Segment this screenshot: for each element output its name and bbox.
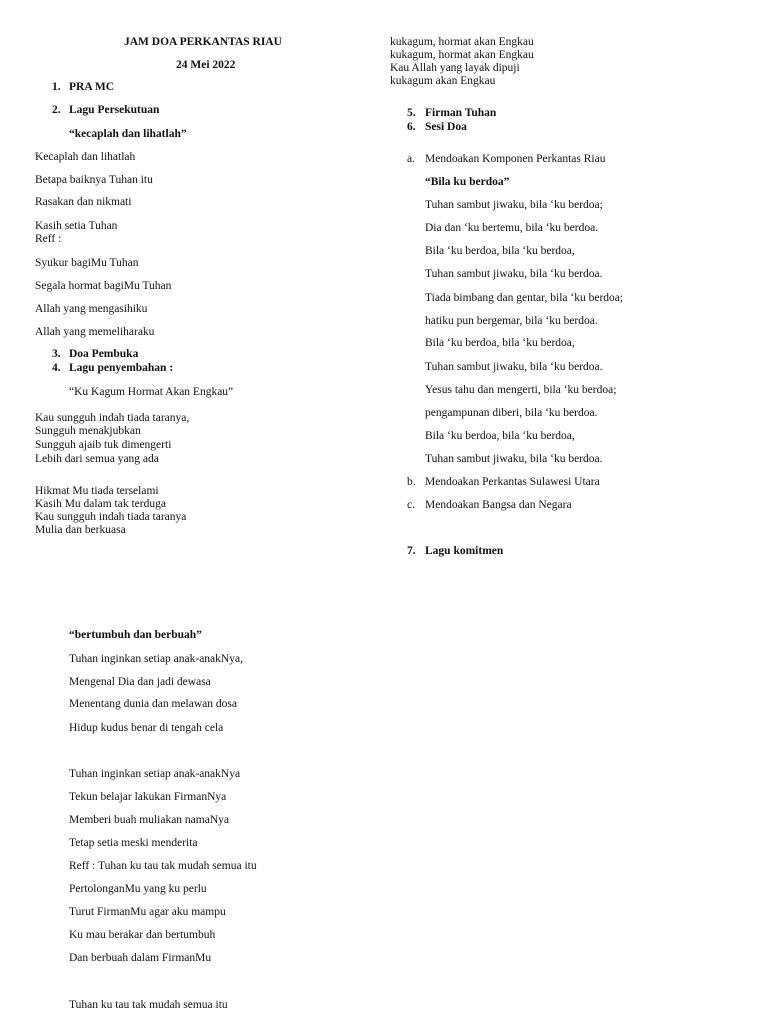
item-firman-tuhan: Firman Tuhan bbox=[425, 107, 497, 119]
song-line: kukagum akan Engkau bbox=[390, 75, 496, 87]
song-line: Tuhan sambut jiwaku, bila ‘ku berdoa. bbox=[425, 361, 603, 373]
song-line: Memberi buah muliakan namaNya bbox=[69, 814, 229, 826]
prayer-letter: b. bbox=[407, 476, 416, 488]
song-line: Reff : Tuhan ku tau tak mudah semua itu bbox=[69, 860, 257, 872]
prayer-item-b: Mendoakan Perkantas Sulawesi Utara bbox=[425, 476, 600, 488]
song-line: Dan berbuah dalam FirmanMu bbox=[69, 952, 212, 964]
song-line: Ku mau berakar dan bertumbuh bbox=[69, 929, 216, 941]
song-title: “Bila ku berdoa” bbox=[425, 176, 510, 188]
song-line: Kasih setia Tuhan bbox=[35, 220, 118, 232]
song-line: Kau sungguh indah tiada taranya, bbox=[35, 412, 190, 424]
song-line: Bila ‘ku berdoa, bila ‘ku berdoa, bbox=[425, 337, 575, 349]
item-number: 1. bbox=[52, 81, 61, 93]
song-line: Segala hormat bagiMu Tuhan bbox=[35, 280, 172, 292]
song-line: Kasih Mu dalam tak terduga bbox=[35, 498, 166, 510]
song-line: Kau sungguh indah tiada taranya bbox=[35, 511, 187, 523]
song-line: Mengenal Dia dan jadi dewasa bbox=[69, 676, 211, 688]
song-line: Allah yang memeliharaku bbox=[35, 326, 155, 338]
song-line: Bila ‘ku berdoa, bila ‘ku berdoa, bbox=[425, 430, 575, 442]
item-lagu-komitmen: Lagu komitmen bbox=[425, 545, 504, 557]
song-line: Menentang dunia dan melawan dosa bbox=[69, 698, 237, 710]
song-line: pengampunan diberi, bila ‘ku berdoa. bbox=[425, 407, 598, 419]
song-line: Allah yang mengasihiku bbox=[35, 303, 148, 315]
song-line: Betapa baiknya Tuhan itu bbox=[35, 174, 153, 186]
song-line: Tekun belajar lakukan FirmanNya bbox=[69, 791, 227, 803]
song-line: Mulia dan berkuasa bbox=[35, 524, 126, 536]
song-line: hatiku pun bergemar, bila ‘ku berdoa. bbox=[425, 315, 598, 327]
song-title: “bertumbuh dan berbuah” bbox=[69, 629, 202, 641]
song-line: Lebih dari semua yang ada bbox=[35, 453, 159, 465]
song-line: Dia dan ‘ku bertemu, bila ‘ku berdoa. bbox=[425, 222, 599, 234]
item-doa-pembuka: Doa Pembuka bbox=[69, 348, 139, 360]
song-line: Rasakan dan nikmati bbox=[35, 196, 132, 208]
song-line: Sungguh ajaib tuk dimengerti bbox=[35, 439, 172, 451]
item-lagu-penyembahan: Lagu penyembahan : bbox=[69, 362, 174, 374]
song-line: Tuhan inginkan setiap anak-anakNya bbox=[69, 768, 241, 780]
song-line: PertolonganMu yang ku perlu bbox=[69, 883, 207, 895]
document-date: 24 Mei 2022 bbox=[176, 59, 236, 71]
item-number: 5. bbox=[407, 107, 416, 119]
item-number: 2. bbox=[52, 104, 61, 116]
prayer-item-a: Mendoakan Komponen Perkantas Riau bbox=[425, 153, 606, 165]
song-line: Tuhan sambut jiwaku, bila ‘ku berdoa. bbox=[425, 268, 603, 280]
item-number: 3. bbox=[52, 348, 61, 360]
song-line: Hikmat Mu tiada terselami bbox=[35, 485, 159, 497]
song-line: Hidup kudus benar di tengah cela bbox=[69, 722, 224, 734]
prayer-letter: c. bbox=[407, 499, 415, 511]
song-line: Tetap setia meski menderita bbox=[69, 837, 198, 849]
song-title: “Ku Kagum Hormat Akan Engkau” bbox=[69, 386, 234, 398]
song-line: Tuhan sambut jiwaku, bila ‘ku berdoa. bbox=[425, 453, 603, 465]
prayer-letter: a. bbox=[407, 153, 415, 165]
song-line: Kecaplah dan lihatlah bbox=[35, 151, 136, 163]
song-line: Tuhan inginkan setiap anak-anakNya, bbox=[69, 653, 243, 665]
song-line: kukagum, hormat akan Engkau bbox=[390, 36, 534, 48]
song-line: Tuhan sambut jiwaku, bila ‘ku berdoa; bbox=[425, 199, 603, 211]
song-line: Sungguh menakjubkan bbox=[35, 425, 141, 437]
song-line: Turut FirmanMu agar aku mampu bbox=[69, 906, 226, 918]
song-line: Tiada bimbang dan gentar, bila ‘ku berdoa; bbox=[425, 292, 624, 304]
song-line: Bila ‘ku berdoa, bila ‘ku berdoa, bbox=[425, 245, 575, 257]
document-title: JAM DOA PERKANTAS RIAU bbox=[124, 36, 282, 48]
item-pra-mc: PRA MC bbox=[69, 81, 115, 93]
song-line: kukagum, hormat akan Engkau bbox=[390, 49, 534, 61]
song-line: Reff : bbox=[35, 233, 62, 245]
song-title: “kecaplah dan lihatlah” bbox=[69, 128, 187, 140]
song-line: Tuhan ku tau tak mudah semua itu bbox=[69, 999, 228, 1011]
song-line: Yesus tahu dan mengerti, bila ‘ku berdoa; bbox=[425, 384, 617, 396]
item-number: 7. bbox=[407, 545, 416, 557]
song-line: Syukur bagiMu Tuhan bbox=[35, 257, 139, 269]
item-sesi-doa: Sesi Doa bbox=[425, 121, 467, 133]
item-number: 4. bbox=[52, 362, 61, 374]
prayer-item-c: Mendoakan Bangsa dan Negara bbox=[425, 499, 572, 511]
item-lagu-persekutuan: Lagu Persekutuan bbox=[69, 104, 160, 116]
item-number: 6. bbox=[407, 121, 416, 133]
song-line: Kau Allah yang layak dipuji bbox=[390, 62, 520, 74]
